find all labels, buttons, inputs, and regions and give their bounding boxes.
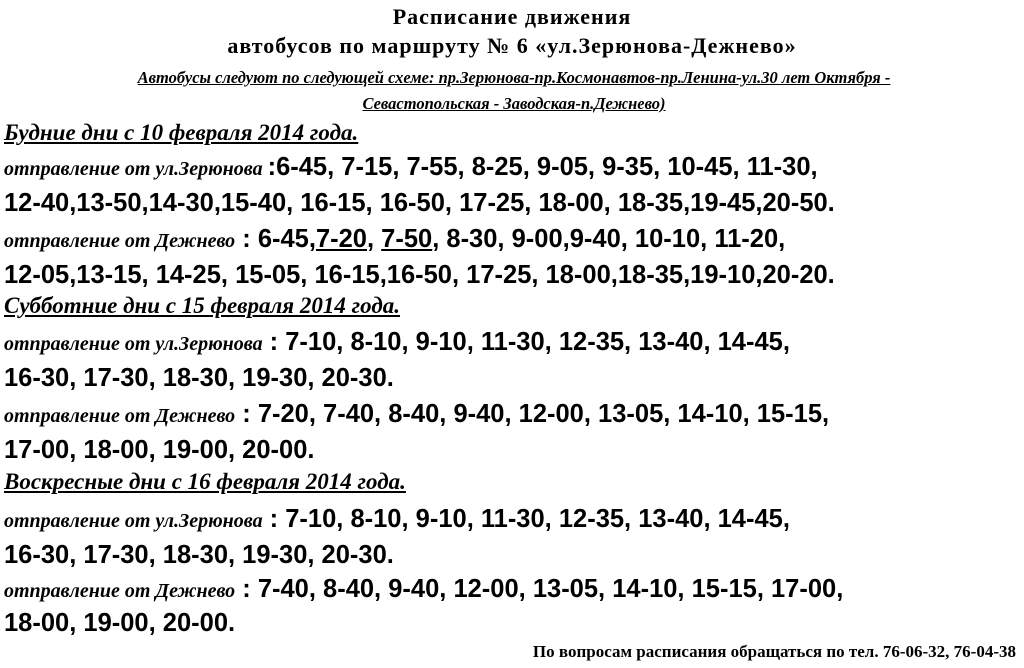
departure-times: : 7-10, 8-10, 9-10, 11-30, 12-35, 13-40, 14-45, [262, 328, 790, 356]
departure-times: : 7-40, 8-40, 9-40, 12-00, 13-05, 14-10, 15-15, 17-00, [235, 575, 844, 603]
sunday-from-dezhnevo-row-1 [4, 572, 843, 608]
departure-times: 16-30, 17-30, 18-30, 19-30, 20-30. [4, 364, 394, 392]
sunday-from-dezhnevo-row-2 [4, 606, 235, 640]
departure-times: , 8-30, 9-00,9-40, 10-10, 11-20, [432, 225, 786, 253]
departure-label: отправление от ул.Зерюнова [4, 333, 263, 355]
saturday-from-zeryunova-row-2 [4, 361, 394, 395]
route-scheme-line-2: Севастопольская - Заводская-п.Дежнево) [362, 94, 666, 113]
departure-times: , [367, 225, 382, 253]
departure-label: отправление от Дежнево [4, 580, 236, 602]
departure-times: 16-30, 17-30, 18-30, 19-30, 20-30. [4, 541, 394, 569]
weekdays-from-dezhnevo-row-1 [4, 222, 785, 258]
departure-times: 12-05,13-15, 14-25, 15-05, 16-15,16-50, 17-25, 18-00,18-35,19-10,20-20. [4, 261, 835, 289]
departure-times: :6-45, 7-15, 7-55, 8-25, 9-05, 9-35, 10-45, 11-30, [267, 153, 818, 181]
weekdays-heading: Будние дни с 10 февраля 2014 года. [4, 120, 359, 145]
weekdays-from-zeryunova-row-1 [4, 150, 818, 186]
sunday-from-zeryunova-row-1 [4, 502, 790, 538]
weekdays-from-zeryunova-row-2 [4, 186, 835, 220]
saturday-from-dezhnevo-row-2 [4, 433, 314, 467]
departure-times: 17-00, 18-00, 19-00, 20-00. [4, 436, 315, 464]
departure-times: 12-40,13-50,14-30,15-40, 16-15, 16-50, 17-25, 18-00, 18-35,19-45,20-50. [4, 189, 835, 217]
departure-times: : 7-20, 7-40, 8-40, 9-40, 12-00, 13-05, 14-10, 15-15, [235, 400, 830, 428]
saturday-heading: Субботние дни с 15 февраля 2014 года. [4, 293, 400, 318]
route-scheme-line-1: Автобусы следуют по следующей схеме: пр.Зерюнова-пр.Космонавтов-пр.Ленина-ул.30 лет Октября - [137, 68, 891, 87]
contact-footer: По вопросам расписания обращаться по тел. 76-06-32, 76-04-38 [532, 642, 1016, 661]
departure-label: отправление от Дежнево [4, 405, 236, 427]
saturday-from-dezhnevo-row-1 [4, 397, 829, 433]
departure-label: отправление от Дежнево [4, 230, 236, 252]
departure-times: : 7-10, 8-10, 9-10, 11-30, 12-35, 13-40, 14-45, [262, 505, 790, 533]
departure-times: : 6-45, [235, 225, 316, 253]
underlined-time: 7-20 [315, 225, 367, 253]
route-title: автобусов по маршруту № 6 «ул.Зерюнова-Дежнево» [227, 33, 797, 58]
saturday-from-zeryunova-row-1 [4, 325, 790, 361]
sunday-heading: Воскресные дни с 16 февраля 2014 года. [4, 469, 406, 494]
underlined-time: 7-50 [381, 225, 433, 253]
departure-label: отправление от ул.Зерюнова [4, 158, 268, 180]
page-title: Расписание движения [392, 4, 632, 29]
sunday-from-zeryunova-row-2 [4, 538, 394, 572]
departure-label: отправление от ул.Зерюнова [4, 510, 263, 532]
weekdays-from-dezhnevo-row-2 [4, 258, 835, 292]
departure-times: 18-00, 19-00, 20-00. [4, 609, 236, 637]
